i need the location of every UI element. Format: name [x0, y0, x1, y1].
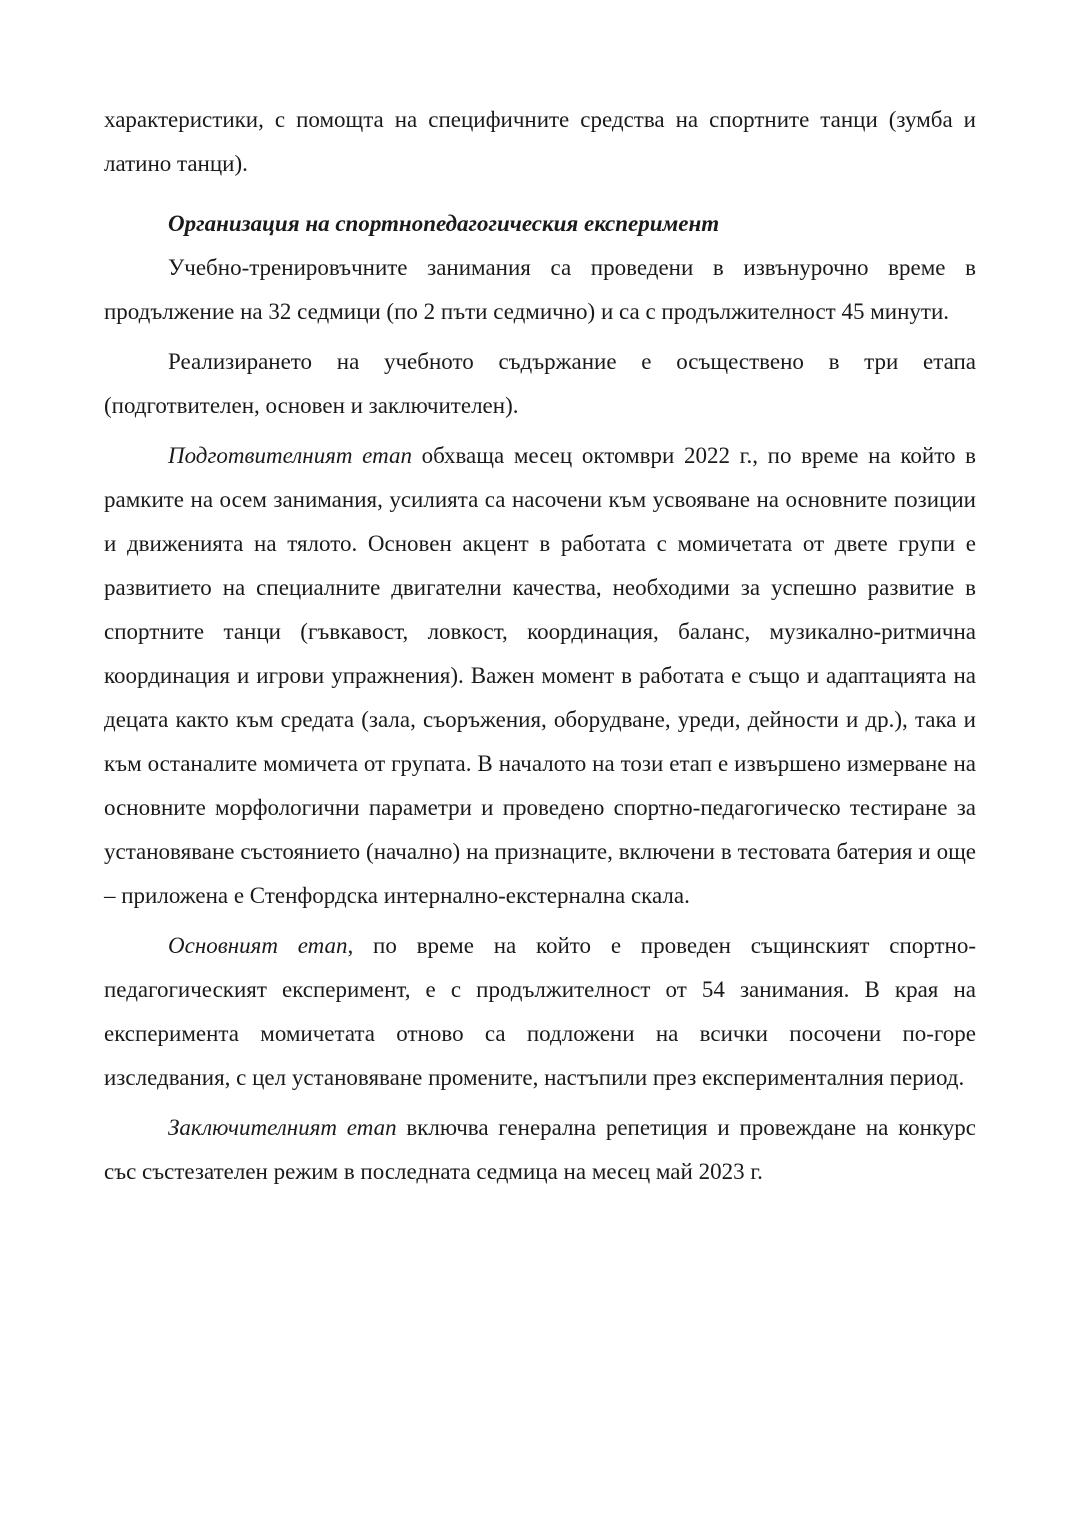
- preparatory-stage-text: обхваща месец октомври 2022 г., по време на който в рамките на осем занимания, усилията са насочени към усвояване на основните позиции и движенията на тялото. Основен акцент в работата с момичетата от двете групи е развитието на специалните двигателни качества, необходими за успешно развитие в спортните танци (гъвкавост, ловкост, координация, баланс, музикално-ритмична координация и игрови упражнения). Важен момент в работата е също и адаптацията на децата както към средата (зала, съоръжения, оборудване, уреди, дейности и др.), така и към останалите момичета от групата. В началото на този етап е извършено измерване на основните морфологични параметри и проведено спортно-педагогическо тестиране за установяване състоянието (начално) на признаците, включени в тестовата батерия и още – приложена е Стенфордска интернално-екстернална скала.: [104, 443, 976, 908]
- paragraph-stages: Реализирането на учебното съдържание е осъществено в три етапа (подготвителен, основен и заключителен).: [104, 349, 976, 418]
- paragraph-final-stage: [104, 1106, 976, 1194]
- main-stage-term: Основният етап: [168, 933, 348, 958]
- paragraph-preparatory-stage: [104, 434, 976, 918]
- paragraph-intro-continuation: характеристики, с помощта на специфичните средства на спортните танци (зумба и латино танци).: [104, 107, 976, 176]
- section-heading: Организация на спортнопедагогическия експеримент: [168, 211, 720, 236]
- paragraph-sessions: Учебно-тренировъчните занимания са проведени в извънурочно време в продължение на 32 седмици (по 2 пъти седмично) и са с продължителност 45 минути.: [104, 255, 976, 324]
- preparatory-stage-term: Подготвителният етап: [168, 443, 412, 468]
- paragraph-main-stage: [104, 924, 976, 1100]
- final-stage-term: Заключителният етап: [168, 1115, 397, 1140]
- document-body: [104, 98, 976, 1194]
- main-stage-text: , по време на който е проведен същинският спортно-педагогическият експеримент, е с продължителност от 54 занимания. В края на експеримента момичетата отново са подложени на всички посочени по-горе изследвания, с цел установяване промените, настъпили през експерименталния период.: [104, 933, 976, 1090]
- final-stage-text: включва генерална репетиция и провеждане на конкурс със състезателен режим в последната седмица на месец май 2023 г.: [104, 1115, 977, 1184]
